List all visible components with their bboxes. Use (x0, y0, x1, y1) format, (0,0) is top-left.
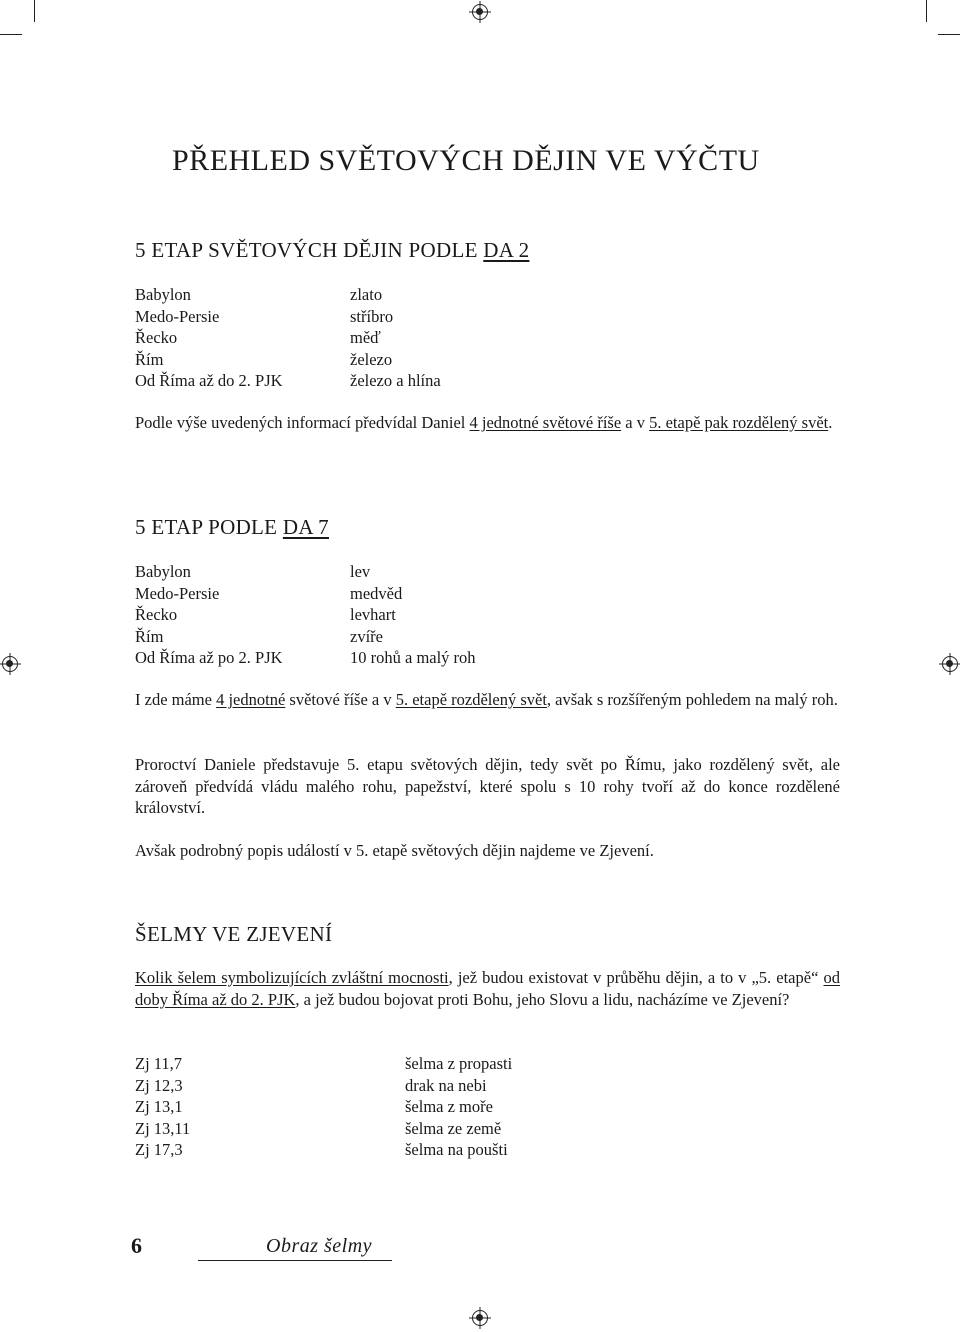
list-item: Řím (135, 349, 164, 369)
beast-description-list (405, 1053, 512, 1161)
crop-mark (0, 34, 22, 35)
list-item: Zj 12,3 (135, 1075, 183, 1095)
list-item: Řím (135, 626, 164, 646)
crop-mark (926, 0, 927, 22)
list-item: šelma z propasti (405, 1054, 513, 1073)
section-heading-beasts: ŠELMY VE ZJEVENÍ (135, 922, 333, 946)
section-heading-da7: 5 ETAP PODLE DA 7 (135, 515, 329, 539)
list-item: zvíře (350, 626, 383, 646)
list-item: lev (350, 562, 371, 581)
paragraph-da7: I zde máme 4 jednotné světové říše a v 5. etapě rozdělený svět, avšak s rozšířeným pohledem na malý roh. (135, 690, 838, 709)
paragraph-prophecy: Proroctví Daniele představuje 5. etapu světových dějin, tedy svět po Římu, jako rozdělený svět, ale zároveň předvídá vládu malého rohu, papežství, které spolu s 10 rohy tvoří až do konce rozdělené království. (135, 755, 840, 817)
page-number: 6 (131, 1233, 142, 1258)
list-item: šelma ze země (405, 1118, 502, 1138)
registration-mark-icon (472, 4, 488, 20)
list-item: 10 rohů a malý roh (350, 648, 476, 667)
list-item: Babylon (135, 285, 191, 304)
list-item: medvěd (350, 583, 403, 603)
registration-mark-icon (2, 656, 18, 672)
list-item: Od Říma až do 2. PJK (135, 371, 283, 390)
list-item: zlato (350, 285, 383, 304)
list-item: měď (350, 328, 381, 347)
list-item: železo a hlína (350, 371, 441, 390)
list-item: šelma z moře (405, 1097, 493, 1116)
metal-list (350, 284, 441, 392)
list-item: šelma na poušti (405, 1140, 508, 1159)
crop-mark (34, 0, 35, 22)
empire-list (135, 284, 283, 392)
list-item: Zj 13,11 (135, 1118, 191, 1138)
registration-mark-icon (472, 1310, 488, 1326)
list-item: Zj 11,7 (135, 1054, 183, 1073)
list-item: drak na nebi (405, 1075, 487, 1095)
list-item: levhart (350, 605, 396, 624)
list-item: železo (350, 349, 393, 369)
heading-reference: DA 7 (282, 515, 329, 539)
page-title: PŘEHLED SVĚTOVÝCH DĚJIN VE VÝČTU (172, 144, 760, 177)
footer-rule (198, 1260, 392, 1261)
paragraph-da2: Podle výše uvedených informací předvídal Daniel 4 jednotné světové říše a v 5. etapě pak rozdělený svět. (135, 413, 833, 432)
list-item: Řecko (135, 605, 178, 624)
crop-mark (938, 34, 960, 35)
list-item: Zj 13,1 (135, 1097, 183, 1116)
paragraph-beasts: Kolik šelem symbolizujících zvláštní mocnosti, jež budou existovat v průběhu dějin, a to v „5. etapě“ od doby Říma až do 2. PJK, a jež budou bojovat proti Bohu, jeho Slovu a lidu, nacházíme ve Zjevení? (135, 968, 840, 1009)
list-item: Babylon (135, 562, 191, 581)
heading-reference: DA 2 (483, 238, 530, 262)
list-item: Od Říma až po 2. PJK (135, 648, 283, 667)
paragraph-revelation: Avšak podrobný popis událostí v 5. etapě světových dějin najdeme ve Zjevení. (135, 841, 654, 860)
list-item: stříbro (350, 306, 394, 326)
list-item: Medo-Persie (135, 306, 220, 326)
beast-list (350, 561, 476, 669)
book-title: Obraz šelmy (266, 1235, 373, 1257)
empire-list (135, 561, 283, 669)
list-item: Řecko (135, 328, 178, 347)
reference-list (135, 1053, 190, 1161)
list-item: Zj 17,3 (135, 1140, 183, 1159)
list-item: Medo-Persie (135, 583, 220, 603)
section-heading-da2: 5 ETAP SVĚTOVÝCH DĚJIN PODLE DA 2 (135, 238, 530, 262)
registration-mark-icon (942, 656, 958, 672)
